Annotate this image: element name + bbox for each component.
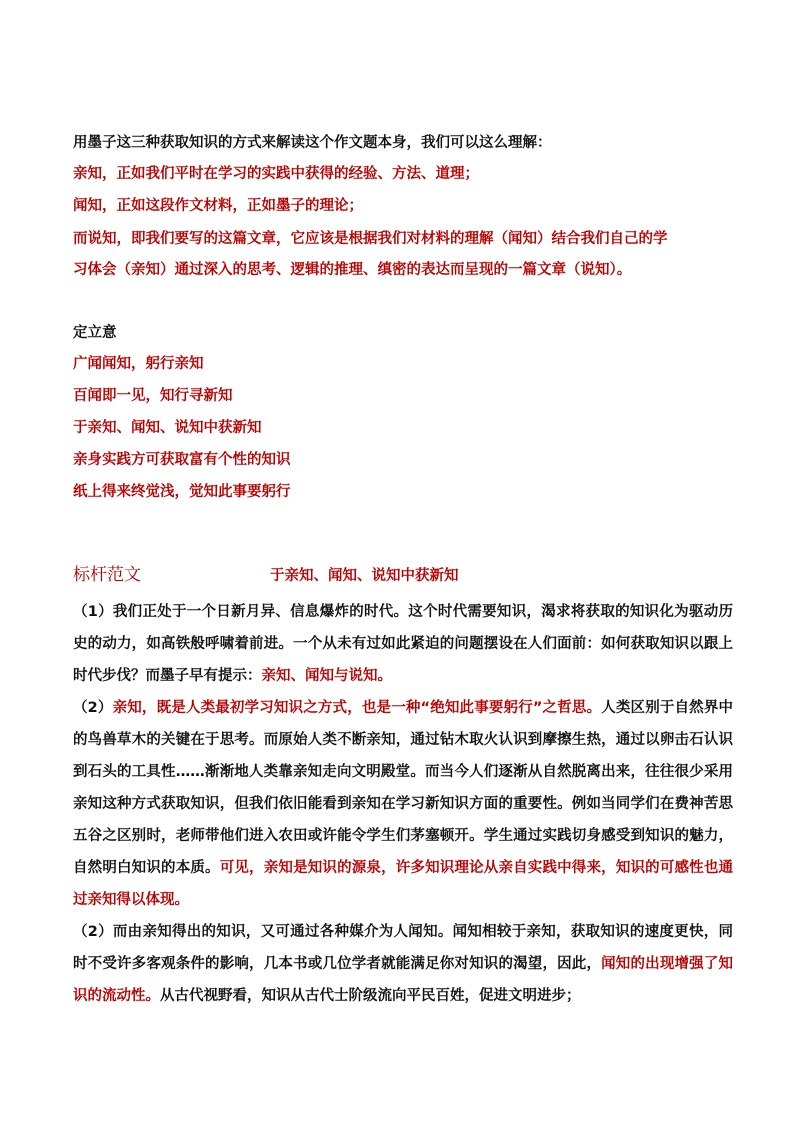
essay-paragraph-2 (73, 692, 733, 916)
essay-paragraph-3 (73, 916, 733, 1012)
paragraph-highlight: 闻知的出现增强了知识的流动性。 (73, 956, 734, 1004)
intro-line-4: 而说知，即我们要写的这篇文章，它应该是根据我们对材料的理解（闻知）结合我们自己的学 (73, 231, 668, 247)
paragraph-text: 从古代视野看，知识从古代士阶级流向平民百姓，促进文明进步； (160, 988, 581, 1004)
theme-item: 亲身实践方可获取富有个性的知识 (73, 452, 291, 468)
theme-item: 广闻闻知，躬行亲知 (73, 356, 204, 372)
intro-line-1: 用墨子这三种获取知识的方式来解读这个作文题本身，我们可以这么理解： (73, 135, 552, 151)
model-heading: 标杆范文 (73, 565, 141, 585)
paragraph-text: （1）我们正处于一个日新月异、信息爆炸的时代。这个时代需要知识，渴求将获取的知识化为驱动历史的动力，如高铁般呼啸着前进。一个从未有过如此紧迫的问题摆设在人们面前：如何获取知识以跟上时代步伐？而墨子早有提示： (73, 604, 733, 684)
theme-item: 于亲知、闻知、说知中获新知 (73, 420, 262, 436)
model-subtitle: 于亲知、闻知、说知中获新知 (270, 568, 459, 584)
paragraph-highlight: 亲知，既是人类最初学习知识之方式，也是一种“绝知此事要躬行”之哲思。 (112, 700, 602, 716)
paragraph-text: （2）而由亲知得出的知识，又可通过各种媒介为人闻知。闻知相较于亲知，获取知识的速度更快，同时不受许多客观条件的影响，几本书或几位学者就能满足你对知识的渴望，因此， (73, 924, 733, 972)
paragraph-highlight: 可见，亲知是知识的源泉，许多知识理论从亲自实践中得来，知识的可感性也通过亲知得以体现。 (73, 860, 734, 908)
paragraph-prefix: （2） (73, 700, 113, 716)
intro-line-3: 闻知，正如这段作文材料，正如墨子的理论； (73, 198, 363, 214)
theme-item: 百闻即一见，知行寻新知 (73, 388, 233, 404)
theme-item: 纸上得来终觉浅，觉知此事要躬行 (73, 484, 291, 500)
essay-paragraph-1 (73, 596, 733, 692)
paragraph-highlight: 亲知、闻知与说知。 (261, 668, 392, 684)
themes-title: 定立意 (73, 325, 117, 341)
intro-line-5: 习体会（亲知）通过深入的思考、逻辑的推理、缜密的表达而呈现的一篇文章（说知）。 (73, 262, 632, 278)
paragraph-text: 人类区别于自然界中的鸟兽草木的关键在于思考。而原始人类不断亲知，通过钻木取火认识到摩擦生热，通过以卵击石认识到石头的工具性……渐渐地人类靠亲知走向文明殿堂。而当今人们逐渐从自然脱离出来，往往很少采用亲知这种方式获取知识，但我们依旧能看到亲知在学习新知识方面的重要性。例如当同学们在费神苦思五谷之区别时，老师带他们进入农田或许能令学生们茅塞顿开。学生通过实践切身感受到知识的魅力，自然明白知识的本质。 (73, 700, 734, 876)
intro-line-2: 亲知，正如我们平时在学习的实践中获得的经验、方法、道理； (73, 166, 479, 182)
